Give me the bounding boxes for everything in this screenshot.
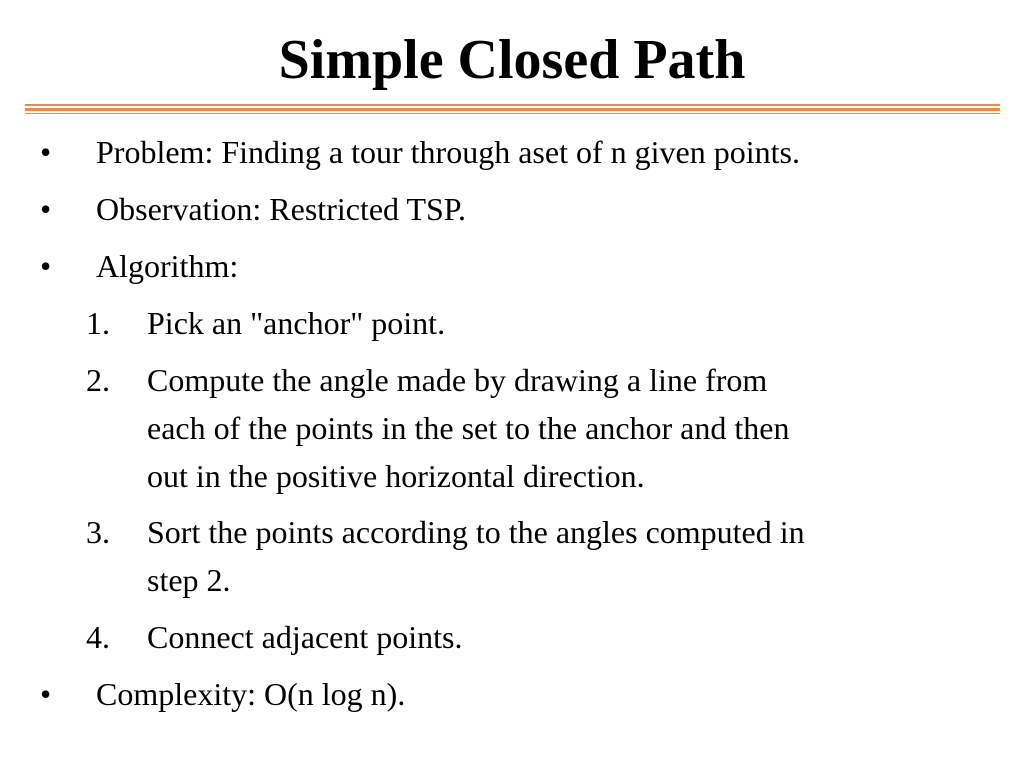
- step-text-line: each of the points in the set to the anchor and then: [147, 410, 790, 446]
- bullet-text: Problem: Finding a tour through aset of n given points.: [96, 134, 800, 170]
- step-text-line: Sort the points according to the angles computed in: [147, 514, 805, 550]
- bullet-text: Algorithm:: [96, 248, 239, 284]
- step-text-line: Compute the angle made by drawing a line from: [147, 362, 768, 398]
- bullet-text: Complexity: O(n log n).: [96, 676, 406, 712]
- bullet-marker: •: [40, 676, 52, 712]
- divider-line-top: [25, 104, 1000, 106]
- step-number: 2.: [86, 362, 110, 398]
- slide-title: Simple Closed Path: [278, 29, 746, 91]
- step-text: [147, 356, 1007, 500]
- step-text-line: step 2.: [147, 562, 231, 598]
- step-number: 1.: [86, 305, 110, 341]
- bullet-marker: •: [40, 248, 52, 284]
- bullet-marker: •: [40, 191, 52, 227]
- bullet-marker: •: [40, 134, 52, 170]
- step-text: Pick an "anchor" point.: [147, 305, 446, 341]
- divider-line-bottom: [25, 113, 1000, 114]
- step-text-line: out in the positive horizontal direction.: [147, 458, 645, 494]
- step-text: [147, 508, 1007, 604]
- bullet-text: Observation: Restricted TSP.: [96, 191, 467, 227]
- step-number: 4.: [86, 619, 110, 655]
- divider-line-middle: [25, 108, 1000, 111]
- title-divider: [25, 104, 1000, 114]
- step-number: 3.: [86, 514, 110, 550]
- step-text: Connect adjacent points.: [147, 619, 463, 655]
